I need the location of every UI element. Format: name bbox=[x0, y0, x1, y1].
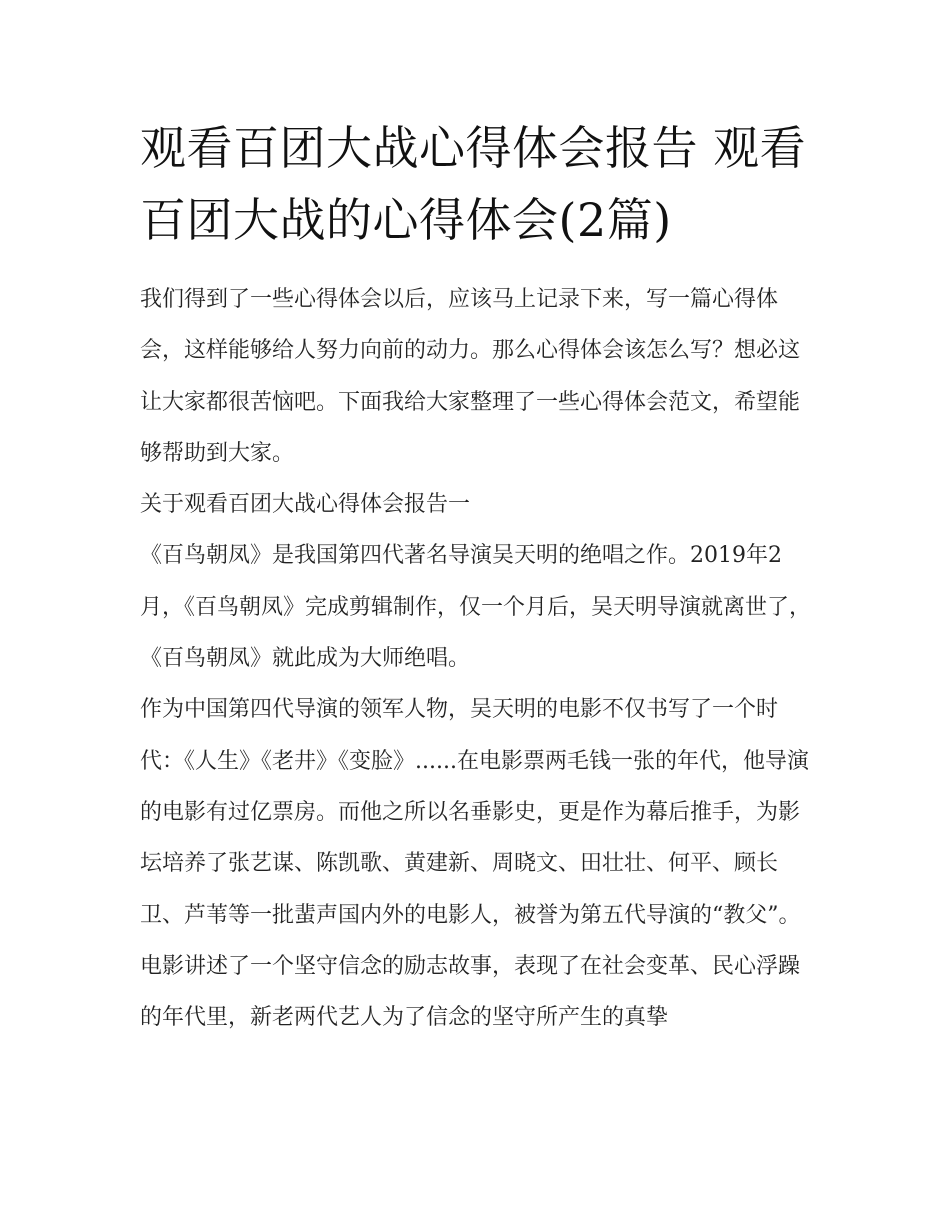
intro-paragraph: 我们得到了一些心得体会以后，应该马上记录下来，写一篇心得体会，这样能够给人努力向前的动力。那么心得体会该怎么写？想必这让大家都很苦恼吧。下面我给大家整理了一些心得体会范文，希望能够帮助到大家。 bbox=[140, 287, 801, 466]
section-heading: 关于观看百团大战心得体会报告一 bbox=[140, 492, 471, 518]
document-title: 观看百团大战心得体会报告 观看百团大战的心得体会(2篇) bbox=[140, 121, 807, 247]
document-body bbox=[140, 274, 812, 1043]
body-paragraph: 作为中国第四代导演的领军人物，吴天明的电影不仅书写了一个时代：《人生》《老井》《变脸》......在电影票两毛钱一张的年代，他导演的电影有过亿票房。而他之所以名垂影史，更是作为幕后推手，为影坛培养了张艺谋、陈凯歌、黄建新、周晓文、田壮壮、何平、顾长卫、芦苇等一批蜚声国内外的电影人，被誉为第五代导演的“教父”。 bbox=[140, 697, 809, 928]
body-paragraph: 《百鸟朝凤》是我国第四代著名导演吴天明的绝唱之作。2019年2月，《百鸟朝凤》完成剪辑制作，仅一个月后，吴天明导演就离世了，《百鸟朝凤》就此成为大师绝唱。 bbox=[140, 543, 812, 672]
body-paragraph: 电影讲述了一个坚守信念的励志故事，表现了在社会变革、民心浮躁的年代里，新老两代艺人为了信念的坚守所产生的真挚 bbox=[140, 953, 801, 1031]
